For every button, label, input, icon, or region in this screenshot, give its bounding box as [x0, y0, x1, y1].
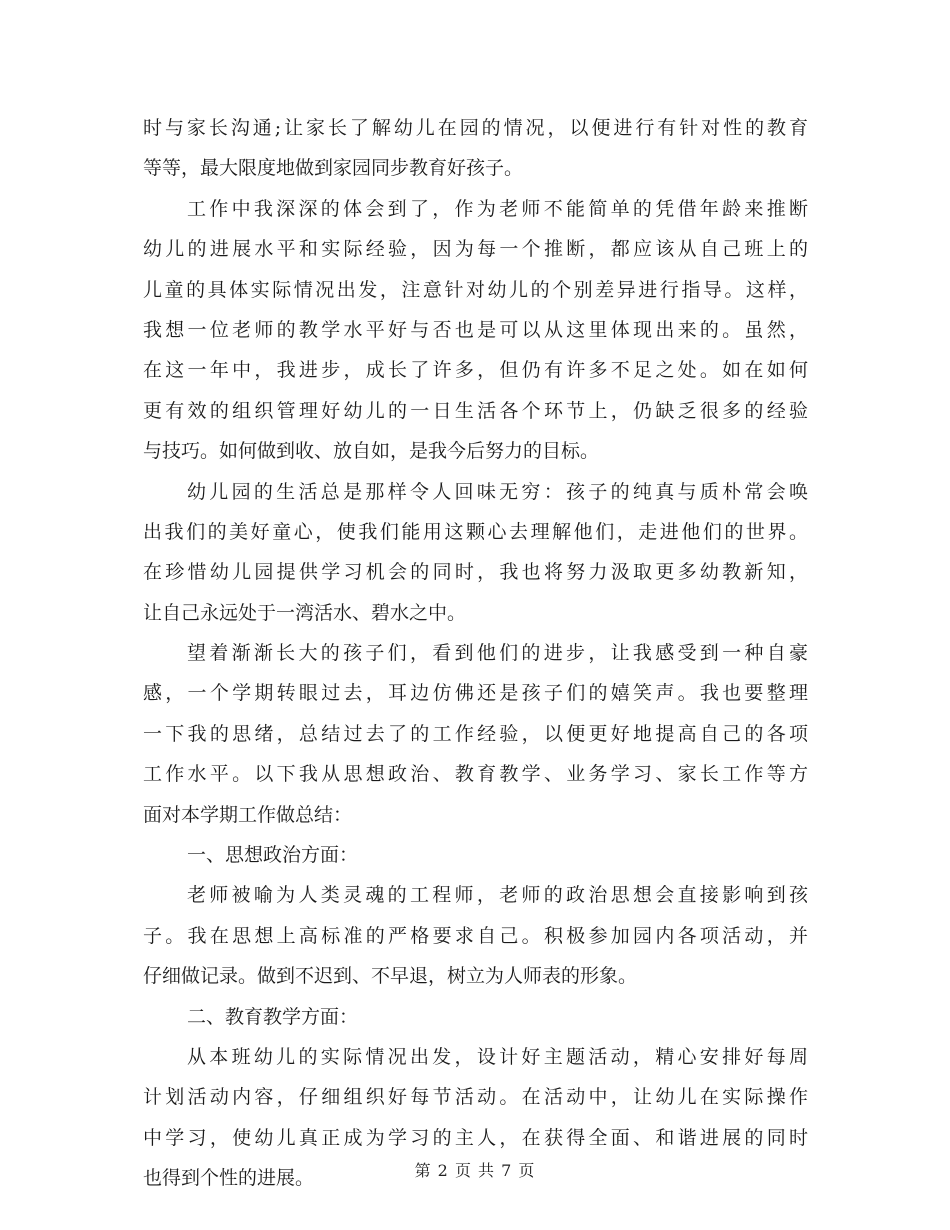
paragraph [143, 875, 808, 996]
text-line: 也得到个性的进展。 [143, 1167, 315, 1190]
section-heading-text: 一、思想政治方面： [187, 844, 359, 867]
paragraph [143, 472, 808, 634]
text-line: 更有效的组织管理好幼儿的一日生活各个环节上，仍缺乏很多的经验 [143, 399, 808, 422]
text-line: 让自己永远处于一湾活水、碧水之中。 [143, 601, 467, 624]
text-line: 中学习，使幼儿真正成为学习的主人，在获得全面、和谐进展的同时 [143, 1126, 808, 1149]
text-line: 感，一个学期转眼过去，耳边仿佛还是孩子们的嬉笑声。我也要整理 [143, 682, 808, 705]
document-body [143, 108, 808, 1199]
text-line: 出我们的美好童心，使我们能用这颗心去理解他们，走进他们的世界。 [143, 520, 808, 543]
section-heading-text: 二、教育教学方面： [187, 1005, 359, 1028]
text-line: 计划活动内容，仔细组织好每节活动。在活动中，让幼儿在实际操作 [143, 1086, 808, 1109]
section-heading [143, 835, 808, 875]
text-line: 子。我在思想上高标准的严格要求自己。积极参加园内各项活动，并 [143, 924, 808, 947]
text-line: 在珍惜幼儿园提供学习机会的同时，我也将努力汲取更多幼教新知， [143, 561, 808, 584]
section-heading [143, 997, 808, 1037]
text-line: 工作水平。以下我从思想政治、教育教学、业务学习、家长工作等方 [143, 763, 808, 786]
text-line: 幼儿的进展水平和实际经验，因为每一个推断，都应该从自己班上的 [143, 238, 808, 261]
paragraph [143, 108, 808, 189]
text-line: 与技巧。如何做到收、放自如，是我今后努力的目标。 [143, 440, 600, 463]
text-line: 在这一年中，我进步，成长了许多，但仍有许多不足之处。如在如何 [143, 359, 808, 382]
text-line: 从本班幼儿的实际情况出发，设计好主题活动，精心安排好每周 [187, 1045, 808, 1068]
text-line: 面对本学期工作做总结： [143, 803, 353, 826]
paragraph [143, 189, 808, 472]
text-line: 时与家长沟通;让家长了解幼儿在园的情况，以便进行有针对性的教育 [143, 117, 808, 139]
text-line: 我想一位老师的教学水平好与否也是可以从这里体现出来的。虽然， [143, 318, 808, 341]
text-line: 望着渐渐长大的孩子们，看到他们的进步，让我感受到一种自豪 [187, 642, 808, 665]
text-line: 老师被喻为人类灵魂的工程师，老师的政治思想会直接影响到孩 [187, 884, 808, 907]
paragraph [143, 633, 808, 835]
text-line: 幼儿园的生活总是那样令人回味无穷：孩子的纯真与质朴常会唤 [187, 480, 808, 503]
text-line: 儿童的具体实际情况出发，注意针对幼儿的个别差异进行指导。这样， [143, 278, 808, 301]
text-line: 仔细做记录。做到不迟到、不早退，树立为人师表的形象。 [143, 965, 638, 988]
page-number: 第 2 页 共 7 页 [414, 1161, 536, 1180]
text-line: 工作中我深深的体会到了，作为老师不能简单的凭借年龄来推断 [187, 197, 808, 220]
text-line: 等等，最大限度地做到家园同步教育好孩子。 [143, 157, 524, 180]
text-line: 一下我的思绪，总结过去了的工作经验，以便更好地提高自己的各项 [143, 722, 808, 745]
